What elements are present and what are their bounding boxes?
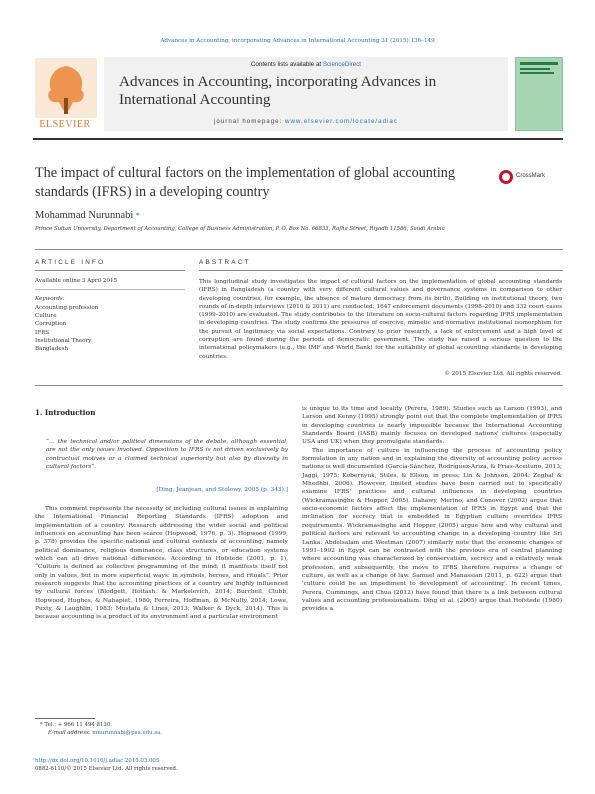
abstract-text: This longitudinal study investigates the impact of cultural factors on the implementation of global accounting standards (IFRS) in Bangladesh (a country with very different cultural values and governance systems in comparison to other developing countries, for example, the absence of mature democracy from its birth). Building on institutional theory, two rounds of in-depth interviews (2010 & 2011) are conducted; 1647 enforcement documents (1998–2010) and 332 court cases (1999–2010) are evaluated. The study contributes to the literature on socio-cultural factors regarding IFRS implementation in developing countries. The study confirms the pressures of coercive, mimetic and normative institutional isomorphism for the pursuit of legitimacy via social expectations. Contrary to prior research, a lack of enforcement and a high level of corruption are found during the periods of democratic government. The study has raised a serious question to the international policymakers (e.g., the IMF and World Bank) for the suitability of global accounting standards in developing countries. [199, 279, 562, 360]
keyword: Culture [35, 313, 57, 320]
keyword: Institutional Theory [35, 337, 92, 344]
keyword: Bangladesh [35, 346, 69, 353]
intro-paragraph: is unique to its time and locality (Perera, 1989). Studies such as Larson (1993), and Larson and Kenny (1995) strongly point out that the complete implementation of IFRS in developing countries is nearly impossible because the International Accounting Standards Board (IASB) mainly focuses on developed nations' cultures (especially USA and UK) when they promulgate standards. [302, 406, 562, 446]
intro-paragraph: The importance of culture in influencing the process of accounting policy formulation in any nation and in explaining the diversity of accounting policy across nations is well documented (García-Sánchez, Rodríguez-Ariza, & Frías-Aceituno, 2013; Jaggi, 1975; Kobernyuk, Stiles, & Ellson, in press; Lin & Johnson, 2004; Zeghal & Mhedhbi, 2006). However, limited studies have been carried out to specifically examine IFRS' practices and cultural influences in developing countries (Wickramasinghe & Hopper, 2005). Dahawy, Merino, and Conover (2002) argue that socio-economic factors affect the implementation of IFRS in Egypt and that the inclination for secrecy that is embedded in Egyptian culture overrides IFRS requirements. Wickramasinghe and Hopper (2005) argue how and why cultural and political factors are relevant to accounting change in a developing country like Sri Lanka. Abdelsalam and Weetman (2007) similarly note that the economic changes of 1991–1992 in Egypt can be contrasted with the previous era of central planning where accounting was characterized by conservatism, secrecy and a relatively weak profession, and subsequently, the move to IFRS therefore requires a change of culture, as well as a change of law. Samuel and Manassian (2011, p. 622) argue that 'culture could be an impediment to development of accounting'. In recent times, Perera, Cummings, and Chua (2012) have found that there is a link between cultural values and accounting professionalism. Ding et al. (2005) argue that Hofstede (1980) provides a [302, 447, 562, 613]
doi-link[interactable]: http://dx.doi.org/10.1016/j.adiac.2015.03.005 [35, 758, 160, 764]
intro-right-column [302, 405, 562, 614]
intro-left-column [35, 505, 288, 622]
article-info-heading: ARTICLE INFO [35, 259, 106, 266]
section-heading-introduction: 1. Introduction [35, 408, 96, 417]
keyword: Accounting profession [35, 305, 99, 311]
header-divider [33, 138, 563, 140]
author-footnote-mark[interactable]: * [135, 211, 140, 220]
email-link[interactable]: mnurunnabi@psu.edu.sa. [92, 730, 163, 736]
contents-line [104, 61, 508, 68]
abstract-rule [199, 270, 563, 271]
journal-citation[interactable]: Advances in Accounting, incorporating Advances in International Accounting 31 (2015) 136–149 [160, 38, 435, 44]
email-label: E-mail address: [48, 730, 93, 736]
epigraph-source[interactable]: [Ding, Jeanjean, and Stolowy, 2005 (p. 343).] [156, 487, 288, 493]
elsevier-tree-logo [35, 58, 97, 128]
sciencedirect-link[interactable]: ScienceDirect [322, 61, 362, 68]
journal-homepage [104, 118, 508, 125]
author-affiliation: Prince Sultan University, Department of Accounting, College of Business Administration, P. O. Box No. 66833, Rafha Street, Riyadh 11586, Saudi Arabia [35, 226, 445, 232]
abstract-bottom-rule [35, 385, 563, 386]
author-footnote [40, 721, 162, 737]
article-info-subrule [35, 289, 185, 290]
keyword: IFRS [35, 329, 50, 336]
keywords-list [35, 304, 98, 353]
abstract-copyright: © 2015 Elsevier Ltd. All rights reserved. [444, 371, 562, 377]
article-info-rule [35, 270, 185, 271]
crossmark-label: CrossMark [516, 173, 546, 179]
keyword: Corruption [35, 321, 67, 328]
footnote-tel: * Tel.: + 966 11 494 8130. [40, 722, 112, 728]
journal-cover-image [515, 57, 563, 131]
intro-paragraph: This comment represents the necessity of including cultural issues in explaining the International Financial Reporting Standards (IFRS) adoption and implementation of a country. Research addressing the wider social and political influences on accounting has been scarce (Hopwood, 1976, p. 3). Hopwood (1999, p. 378) provides the specific national and cultural contexts of accounting, namely political dominance, religious dominance, class structures, or education systems which can all drive national differences. According to Hofstede (2001, p. 1), “Culture is defined as collective programming of the mind; it manifests itself not only in values, but in more superficial ways: in symbols, heroes, and rituals”. Prior research suggests that the accounting practices of a country are highly influenced by cultural forces (Blodgett, Hoitash, & Markelevich, 2014; Burchell, Clubb, Hopwood, Hughes, & Nahapiet, 1980; Ferreira, Hoffman, & McNulty, 2014; Lowe, Puxty, & Laughlin, 1983; Mustafa & Lines, 2013; Walker & Dyck, 2014). This is because accounting is a product of its environment and a particular environment [35, 506, 288, 621]
keywords-label: Keywords: [35, 296, 65, 302]
epigraph-quote: “… the technical and/or political dimensions of the debate, although essential, are not the only issues involved. Opposition to IFRS is not driven exclusively by contractual motives or a claimed technical superiority but also by diversity in cultural factors”. [46, 439, 288, 471]
author-line [35, 210, 140, 221]
homepage-label: journal homepage: [214, 118, 286, 125]
affiliation-divider [35, 249, 563, 250]
issn-line: 0882-6110/© 2015 Elsevier Ltd. All rights reserved. [35, 766, 178, 772]
footnote-rule [35, 718, 95, 719]
author-name: Mohammad Nurunnabi [35, 210, 134, 221]
journal-title: Advances in Accounting, incorporating Advances in International Accounting [119, 73, 437, 108]
abstract-heading: ABSTRACT [199, 259, 251, 266]
publisher-wordmark: ELSEVIER [39, 119, 91, 130]
homepage-link[interactable]: www.elsevier.com/locate/adiac [285, 118, 398, 125]
crossmark-badge[interactable] [499, 169, 557, 187]
available-online: Available online 3 April 2015 [35, 278, 118, 284]
article-title: The impact of cultural factors on the implementation of global accounting standards (IFRS) in a developing country [35, 165, 455, 200]
page-footer [35, 757, 178, 773]
contents-prefix: Contents lists available at [250, 61, 323, 68]
